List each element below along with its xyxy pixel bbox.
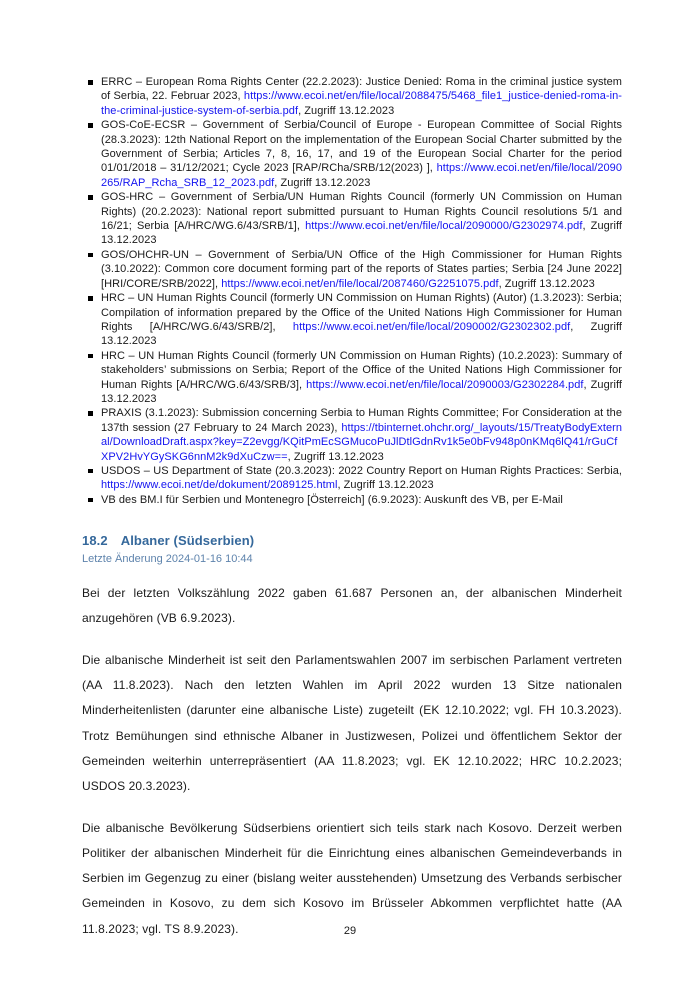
bibliography-entry (101, 248, 622, 291)
bibliography-entry (101, 118, 622, 190)
bibliography-entry (101, 349, 622, 407)
source-text: , Zugriff 13.12.2023 (298, 104, 395, 117)
section-title: Albaner (Südserbien) (120, 533, 255, 549)
source-link[interactable]: https://www.ecoi.net/en/file/local/2087460/G2251075.pdf (221, 277, 499, 290)
source-text: HRC – UN Human Rights Council (formerly UN Commission on Human Rights) (Autor) (1.3.2023): Serbia; Compilation of information prepared by the Office of the United Nations High Commissioner for Human Rights [A/HRC/WG.6/43/SRB/2], (101, 292, 622, 333)
bibliography-entry (101, 291, 622, 349)
source-link[interactable]: https://www.ecoi.net/en/file/local/2090002/G2302302.pdf (292, 320, 571, 333)
source-link[interactable]: https://www.ecoi.net/en/file/local/2090000/G2302974.pdf (305, 220, 583, 233)
source-text: VB des BM.I für Serbien und Montenegro [Österreich] (6.9.2023): Auskunft des VB, per E-Mail (101, 493, 563, 506)
bibliography-entry (101, 464, 622, 493)
source-text: PRAXIS (3.1.2023): Submission concerning Serbia to Human Rights Committee; For Consideration at the 137th session (27 February to 24 March 2023), (101, 407, 622, 434)
body-paragraph: Die albanische Bevölkerung Südserbiens orientiert sich teils stark nach Kosovo. Derzeit werben Politiker der albanischen Minderheit für die Einrichtung eines albanischen Gemeindeverbands in Serbien im Gegenzug zu einer (bislang weiter ausstehenden) Umsetzung des Verbands serbischer Gemeinden in Kosovo, zu dem sich Kosovo im Brüsseler Abkommen verpflichtet hatte (AA 11.8.2023; vgl. TS 8.9.2023). (82, 820, 622, 936)
source-link[interactable]: https://www.ecoi.net/en/file/local/2090265/RAP_Rcha_SRB_12_2023.pdf (101, 162, 622, 189)
source-text: , Zugriff 13.12.2023 (498, 277, 595, 290)
body-paragraph: Bei der letzten Volkszählung 2022 gaben 61.687 Personen an, der albanischen Minderheit anzugehören (VB 6.9.2023). (82, 586, 622, 626)
source-text: GOS/OHCHR-UN – Government of Serbia/UN Office of the High Commissioner for Human Rights (3.10.2022): Common core document forming part of the reports of States parties; Serbia [24 June 2022] [HRI/CORE/SRB/2022], (101, 248, 622, 290)
source-link[interactable]: https://tbinternet.ohchr.org/_layouts/15/TreatyBodyExternal/DownloadDraft.aspx?key=Z2evgg/KQitPmEcSGMucoPuJlDtlGdnRv1k5e0bFv948p0nKMq6lQ41/rGuCfXPV2HvYGySKG6nnM2k9dXuCzw== (101, 421, 622, 463)
source-text: , Zugriff 13.12.2023 (274, 176, 371, 189)
section-heading (82, 533, 622, 548)
source-text: HRC – UN Human Rights Council (formerly UN Commission on Human Rights) (10.2.2023): Summary of stakeholders’ submissions on Serbia; Report of the Office of the United Nations High Commissioner for Human Rights [A/HRC/WG.6/43/SRB/3], (101, 349, 622, 391)
bibliography-entry (101, 190, 622, 248)
bibliography-list (82, 75, 622, 507)
source-text: GOS-CoE-ECSR – Government of Serbia/Council of Europe - European Committee of Social Rights (28.3.2023): 12th National Report on the implementation of the European Social Charter submitted by the Government of Serbia; Articles 7, 8, 16, 17, and 19 of the European Social Charter for the period 01/01/2018 – 31/12/2021; Cycle 2023 [RAP/RCha/SRB/12(2023) ], (101, 119, 622, 175)
source-text: , Zugriff 13.12.2023 (101, 320, 622, 348)
source-text: , Zugriff 13.12.2023 (287, 450, 384, 463)
last-change-timestamp: Letzte Änderung 2024-01-16 10:44 (82, 553, 253, 566)
source-text: , Zugriff 13.12.2023 (337, 479, 434, 492)
source-text: USDOS – US Department of State (20.3.2023): 2022 Country Report on Human Rights Practices: Serbia, (101, 464, 622, 477)
bibliography-entry (101, 75, 622, 118)
source-link[interactable]: https://www.ecoi.net/en/file/local/2090003/G2302284.pdf (306, 378, 584, 391)
source-link[interactable]: https://www.ecoi.net/en/file/local/2088475/5468_file1_justice-denied-roma-in-the-criminal-justice-system-of-serbia.pdf (101, 90, 622, 117)
source-link[interactable]: https://www.ecoi.net/de/dokument/2089125.html (101, 479, 338, 492)
section-number: 18.2 (82, 533, 108, 549)
source-text: , Zugriff 13.12.2023 (101, 378, 622, 405)
source-text: GOS-HRC – Government of Serbia/UN Human Rights Council (formerly UN Commission on Human Rights) (20.2.2023): National report submitted pursuant to Human Rights Council resolutions 5/1 and 16/21; Serbia [A/HRC/WG.6/43/SRB/1], (101, 191, 622, 233)
source-text: ERRC – European Roma Rights Center (22.2.2023): Justice Denied: Roma in the criminal justice system of Serbia, 22. Februar 2023, (101, 76, 622, 103)
bibliography-entry (101, 493, 622, 507)
source-text: , Zugriff 13.12.2023 (101, 220, 622, 247)
page-number: 29 (343, 925, 357, 937)
body-paragraph: Die albanische Minderheit ist seit den Parlamentswahlen 2007 im serbischen Parlament vertreten (AA 11.8.2023). Nach den letzten Wahlen im April 2022 wurden 13 Sitze nationalen Minderheitenlisten (darunter eine albanische Liste) zugeteilt (EK 12.10.2022; vgl. FH 10.3.2023). Trotz Bemühungen sind ethnische Albaner in Justizwesen, Polizei und öffentlichem Sektor der Gemeinden weiterhin unterrepräsentiert (AA 11.8.2023; vgl. EK 12.10.2022; HRC 10.2.2023; USDOS 20.3.2023). (82, 652, 622, 794)
bibliography-entry (101, 406, 622, 464)
